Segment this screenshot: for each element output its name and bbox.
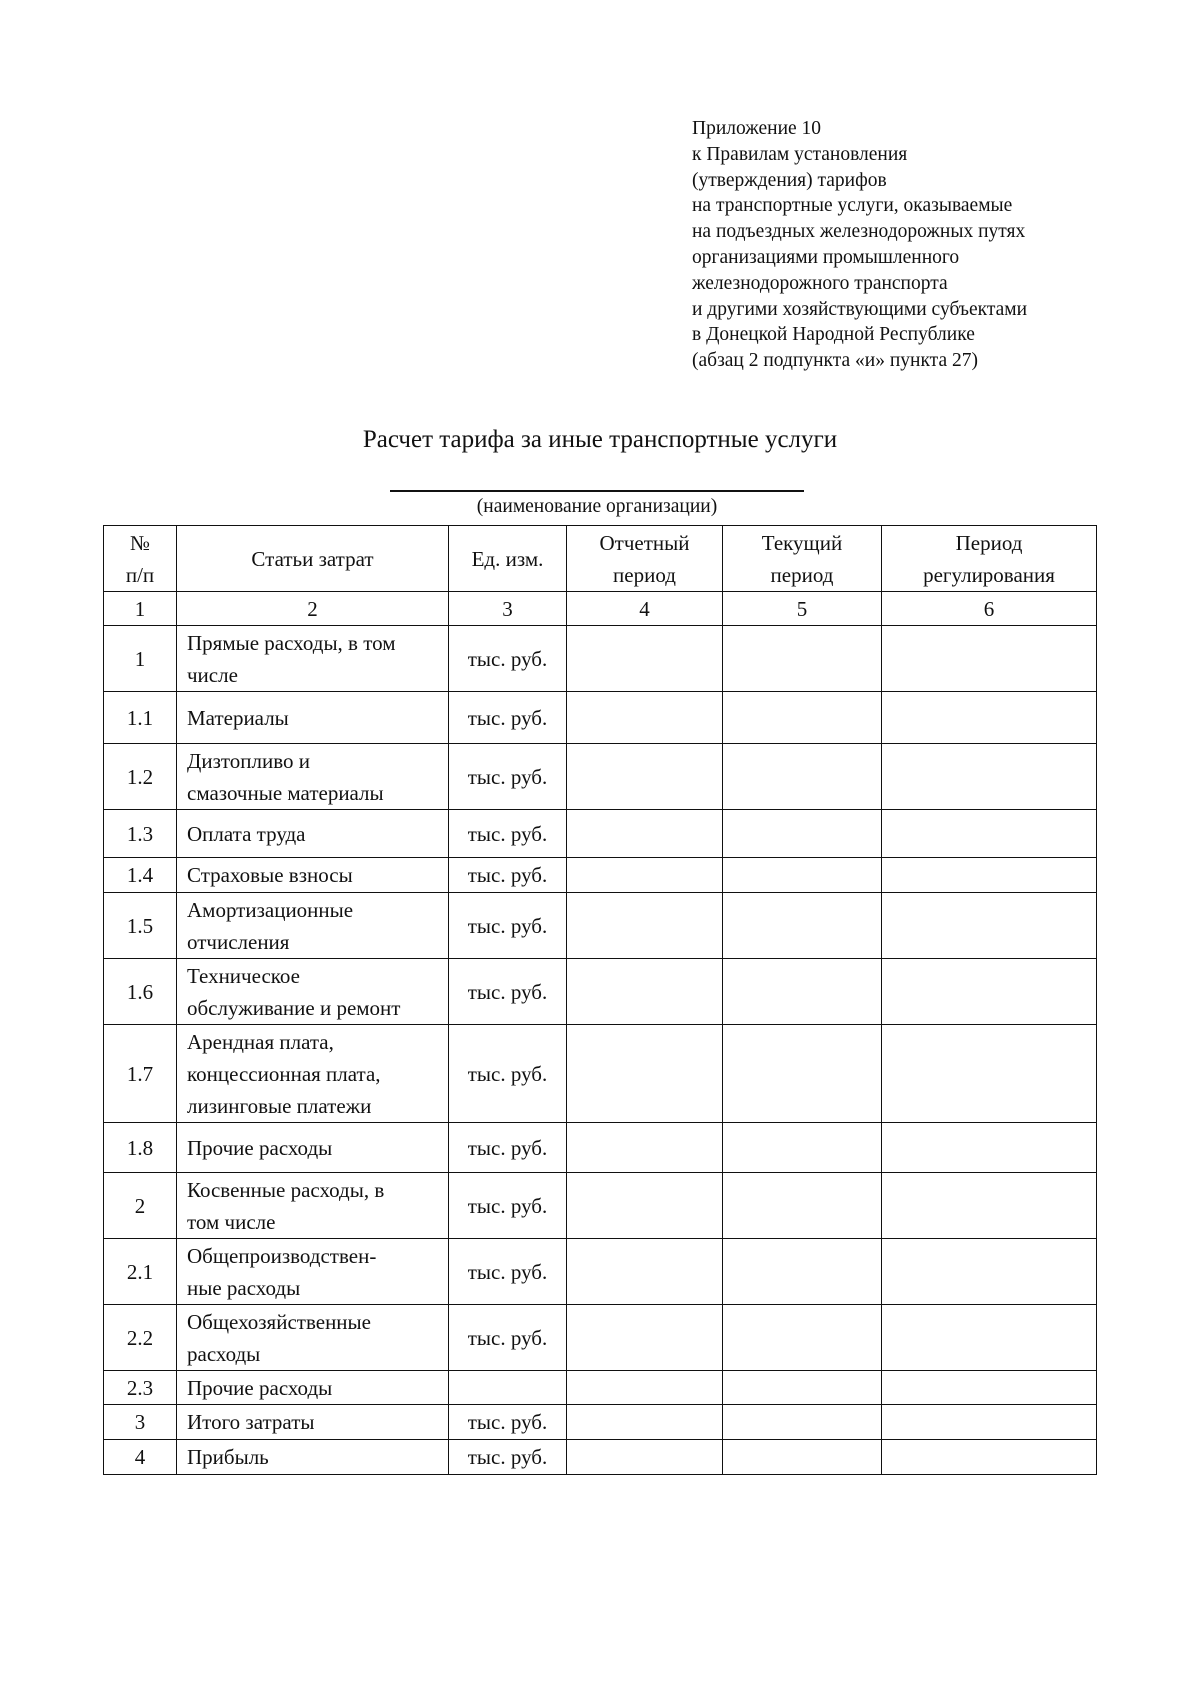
appendix-line: (утверждения) тарифов (692, 169, 887, 191)
cost-item-line: Прочие расходы (187, 1135, 333, 1160)
reported-period-value (567, 744, 723, 810)
current-period-value (723, 1305, 882, 1371)
appendix-line: в Донецкой Народной Республике (692, 324, 975, 346)
current-period-value (723, 692, 882, 744)
table-row (104, 858, 1097, 893)
row-number: 2.2 (104, 1305, 177, 1371)
current-period-value (723, 1123, 882, 1173)
reported-period-value (567, 893, 723, 959)
table-row (104, 1025, 1097, 1123)
unit-of-measure: тыс. руб. (449, 1305, 567, 1371)
current-period-value (723, 1025, 882, 1123)
regulation-period-value (882, 858, 1097, 893)
cost-item-line: Техническое (187, 963, 300, 988)
cost-item-line: смазочные материалы (187, 780, 384, 805)
table-row (104, 1173, 1097, 1239)
current-period-value (723, 1173, 882, 1239)
column-number: 3 (449, 592, 567, 626)
reported-period-value (567, 1239, 723, 1305)
cost-item-line: Общепроизводствен- (187, 1243, 377, 1268)
cost-item-line: Прочие расходы (187, 1375, 333, 1400)
row-number: 2 (104, 1173, 177, 1239)
cost-item-line: лизинговые платежи (187, 1093, 372, 1118)
appendix-reference (692, 116, 1172, 374)
table-row (104, 959, 1097, 1025)
table-row (104, 744, 1097, 810)
reported-period-value (567, 1025, 723, 1123)
unit-of-measure: тыс. руб. (449, 858, 567, 893)
table-row (104, 1239, 1097, 1305)
row-number: 1.1 (104, 692, 177, 744)
table-body (104, 592, 1097, 1475)
appendix-line: и другими хозяйствующими субъектами (692, 298, 1028, 320)
current-period-value (723, 1239, 882, 1305)
header-reported-line: период (613, 562, 676, 587)
row-number: 1.4 (104, 858, 177, 893)
column-number-row (104, 592, 1097, 626)
current-period-value (723, 1405, 882, 1440)
column-number: 2 (177, 592, 449, 626)
row-number: 1.8 (104, 1123, 177, 1173)
header-reported-line: Отчетный (599, 530, 690, 555)
table-row (104, 1371, 1097, 1405)
reported-period-value (567, 1173, 723, 1239)
appendix-line: на подъездных железнодорожных путях (692, 221, 1026, 243)
row-number: 1.3 (104, 810, 177, 858)
cost-item (177, 858, 449, 893)
column-number: 4 (567, 592, 723, 626)
row-number: 1.6 (104, 959, 177, 1025)
header-current-period (723, 526, 882, 592)
cost-item (177, 810, 449, 858)
header-unit: Ед. изм. (449, 526, 567, 592)
current-period-value (723, 893, 882, 959)
cost-item-line: Общехозяйственные (187, 1309, 371, 1334)
table-row (104, 893, 1097, 959)
regulation-period-value (882, 1440, 1097, 1475)
header-current-line: период (770, 562, 834, 587)
cost-item (177, 744, 449, 810)
unit-of-measure: тыс. руб. (449, 744, 567, 810)
cost-item (177, 692, 449, 744)
current-period-value (723, 744, 882, 810)
cost-item-line: Прибыль (187, 1445, 269, 1469)
appendix-line: на транспортные услуги, оказываемые (692, 195, 1013, 217)
cost-item-line: числе (187, 662, 238, 687)
unit-of-measure: тыс. руб. (449, 1440, 567, 1475)
header-number (104, 526, 177, 592)
unit-of-measure: тыс. руб. (449, 1239, 567, 1305)
reported-period-value (567, 1305, 723, 1371)
cost-item-line: концессионная плата, (187, 1061, 381, 1086)
header-regulation-line: регулирования (923, 562, 1055, 587)
header-reported-period (567, 526, 723, 592)
regulation-period-value (882, 810, 1097, 858)
regulation-period-value (882, 959, 1097, 1025)
document-title: Расчет тарифа за иные транспортные услуги (362, 426, 838, 453)
cost-item-line: Итого затраты (187, 1410, 315, 1434)
reported-period-value (567, 858, 723, 893)
current-period-value (723, 959, 882, 1025)
reported-period-value (567, 810, 723, 858)
cost-item (177, 1173, 449, 1239)
cost-item (177, 1239, 449, 1305)
regulation-period-value (882, 744, 1097, 810)
current-period-value (723, 858, 882, 893)
cost-item-line: расходы (187, 1341, 261, 1366)
unit-of-measure: тыс. руб. (449, 959, 567, 1025)
cost-item (177, 1123, 449, 1173)
cost-item-line: Косвенные расходы, в (187, 1177, 385, 1202)
cost-item-line: Дизтопливо и (187, 748, 310, 773)
table-row (104, 692, 1097, 744)
regulation-period-value (882, 626, 1097, 692)
table-row (104, 1440, 1097, 1475)
unit-of-measure: тыс. руб. (449, 1025, 567, 1123)
appendix-line: к Правилам установления (692, 143, 908, 165)
current-period-value (723, 1440, 882, 1475)
reported-period-value (567, 626, 723, 692)
unit-of-measure: тыс. руб. (449, 1405, 567, 1440)
unit-of-measure: тыс. руб. (449, 626, 567, 692)
regulation-period-value (882, 1123, 1097, 1173)
table-row (104, 1305, 1097, 1371)
reported-period-value (567, 692, 723, 744)
row-number: 2.1 (104, 1239, 177, 1305)
cost-item (177, 1305, 449, 1371)
appendix-line: (абзац 2 подпункта «и» пункта 27) (692, 350, 978, 372)
cost-item-line: отчисления (187, 929, 290, 954)
table-header-row (104, 526, 1097, 592)
cost-item (177, 1440, 449, 1475)
current-period-value (723, 810, 882, 858)
cost-item-line: Прямые расходы, в том (187, 630, 396, 655)
unit-of-measure: тыс. руб. (449, 692, 567, 744)
regulation-period-value (882, 692, 1097, 744)
regulation-period-value (882, 1371, 1097, 1405)
unit-of-measure: тыс. руб. (449, 1123, 567, 1173)
row-number: 3 (104, 1405, 177, 1440)
reported-period-value (567, 1440, 723, 1475)
unit-of-measure (449, 1371, 567, 1405)
header-number-line: п/п (125, 562, 155, 587)
reported-period-value (567, 959, 723, 1025)
cost-item (177, 1405, 449, 1440)
table-row (104, 1123, 1097, 1173)
cost-item-line: ные расходы (187, 1275, 301, 1300)
column-number: 1 (104, 592, 177, 626)
appendix-line: железнодорожного транспорта (692, 272, 948, 294)
row-number: 1.2 (104, 744, 177, 810)
cost-item-line: Амортизационные (187, 897, 354, 922)
table-row (104, 810, 1097, 858)
cost-item (177, 1371, 449, 1405)
cost-item (177, 1025, 449, 1123)
regulation-period-value (882, 1239, 1097, 1305)
cost-item-line: Оплата труда (187, 821, 306, 846)
table-row (104, 1405, 1097, 1440)
header-regulation-period (882, 526, 1097, 592)
unit-of-measure: тыс. руб. (449, 810, 567, 858)
regulation-period-value (882, 1305, 1097, 1371)
cost-item (177, 959, 449, 1025)
row-number: 2.3 (104, 1371, 177, 1405)
reported-period-value (567, 1371, 723, 1405)
regulation-period-value (882, 1025, 1097, 1123)
cost-item (177, 626, 449, 692)
organization-name-line (390, 490, 804, 492)
cost-item-line: обслуживание и ремонт (187, 995, 401, 1020)
current-period-value (723, 1371, 882, 1405)
reported-period-value (567, 1123, 723, 1173)
cost-item-line: Арендная плата, (187, 1029, 334, 1054)
header-current-line: Текущий (761, 530, 843, 555)
row-number: 1.5 (104, 893, 177, 959)
header-cost-item: Статьи затрат (177, 526, 449, 592)
appendix-line: Приложение 10 (692, 118, 822, 139)
cost-item (177, 893, 449, 959)
regulation-period-value (882, 1405, 1097, 1440)
current-period-value (723, 626, 882, 692)
regulation-period-value (882, 893, 1097, 959)
cost-item-line: Материалы (187, 705, 289, 730)
table-row (104, 626, 1097, 692)
row-number: 4 (104, 1440, 177, 1475)
organization-name-caption: (наименование организации) (476, 496, 718, 517)
tariff-calculation-table (103, 525, 1097, 1475)
cost-item-line: том числе (187, 1209, 276, 1234)
header-regulation-line: Период (955, 530, 1023, 555)
column-number: 5 (723, 592, 882, 626)
row-number: 1.7 (104, 1025, 177, 1123)
unit-of-measure: тыс. руб. (449, 893, 567, 959)
unit-of-measure: тыс. руб. (449, 1173, 567, 1239)
column-number: 6 (882, 592, 1097, 626)
reported-period-value (567, 1405, 723, 1440)
cost-item-line: Страховые взносы (187, 863, 353, 887)
regulation-period-value (882, 1173, 1097, 1239)
header-number-line: № (129, 530, 151, 555)
row-number: 1 (104, 626, 177, 692)
appendix-line: организациями промышленного (692, 246, 960, 268)
